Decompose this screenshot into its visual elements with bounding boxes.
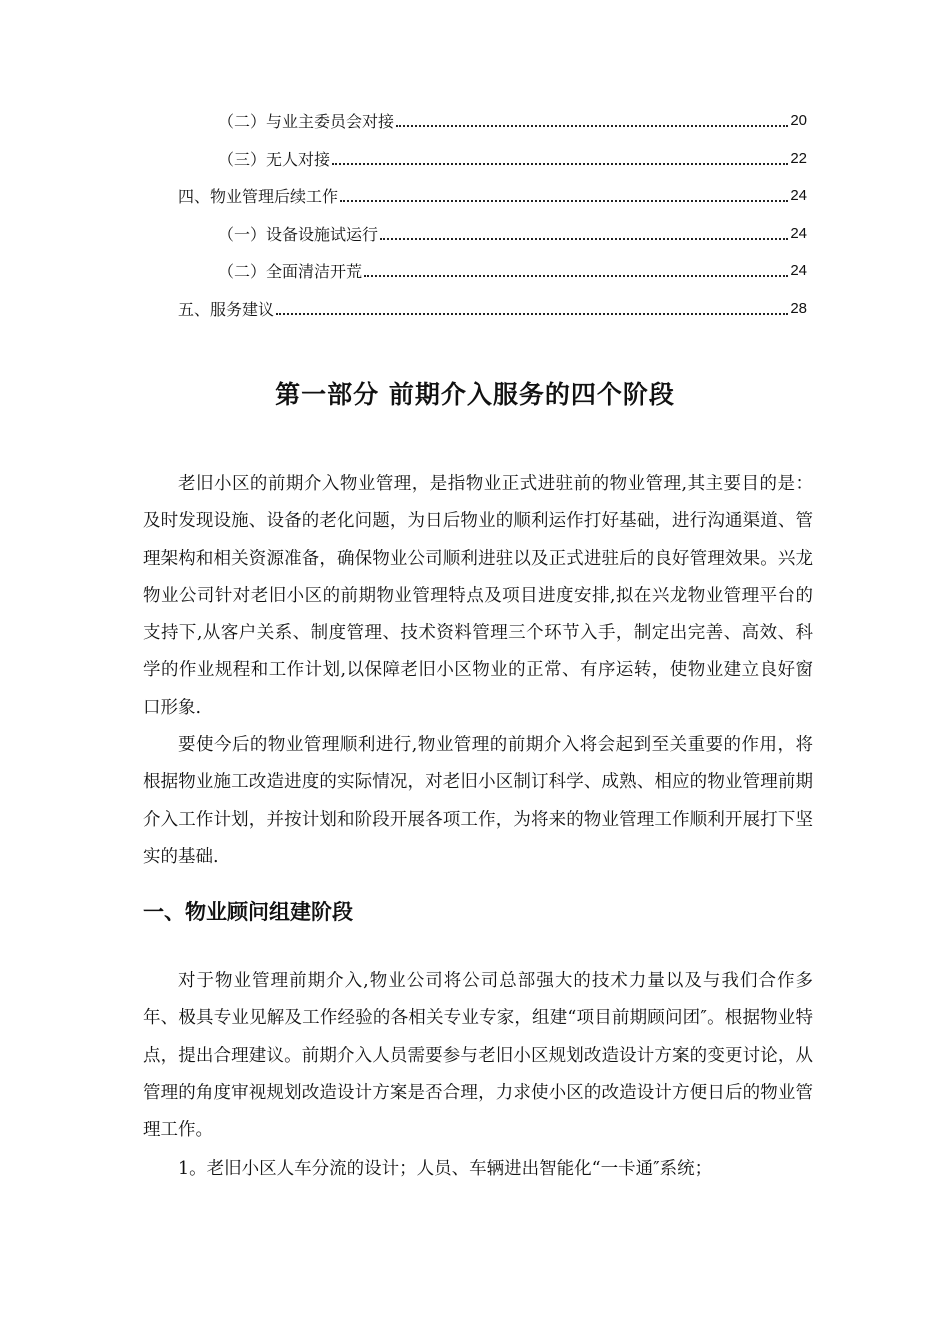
consultant-paragraph: 对于物业管理前期介入,物业公司将公司总部强大的技术力量以及与我们合作多年、极具专业见解及工作经验的各相关专业专家，组建“项目前期顾问团″。根据物业特点，提出合理建议。前期介入人员需要参与老旧小区规划改造设计方案的变更讨论，从管理的角度审视规划改造设计方案是否合理，力求使小区的改造设计方便日后的物业管理工作。 [143, 971, 813, 1141]
part-title: 第一部分 前期介入服务的四个阶段 [275, 380, 675, 409]
toc-dot-leader [276, 312, 788, 315]
importance-paragraph: 要使今后的物业管理顺利进行,物业管理的前期介入将会起到至关重要的作用，将根据物业施工改造进度的实际情况，对老旧小区制订科学、成熟、相应的物业管理前期介入工作计划，并按计划和阶段开展各项工作，为将来的物业管理工作顺利开展打下坚实的基础. [143, 735, 813, 867]
toc-dot-leader [332, 162, 788, 165]
toc-entry[interactable] [0, 177, 950, 215]
toc-page-number: 28 [790, 299, 807, 317]
toc-entry[interactable] [0, 102, 950, 140]
toc-entry-label: 四、物业管理后续工作 [178, 187, 339, 207]
toc-entry[interactable] [0, 290, 950, 328]
toc-dot-leader [380, 237, 788, 240]
toc-page-number: 24 [790, 187, 807, 205]
toc-dot-leader [340, 199, 788, 202]
intro-paragraph: 老旧小区的前期介入物业管理，是指物业正式进驻前的物业管理,其主要目的是：及时发现设施、设备的老化问题，为日后物业的顺利运作打好基础，进行沟通渠道、管理架构和相关资源准备，确保物业公司顺利进驻以及正式进驻后的良好管理效果。兴龙物业公司针对老旧小区的前期物业管理特点及项目进度安排,拟在兴龙物业管理平台的支持下,从客户关系、制度管理、技术资料管理三个环节入手，制定出完善、高效、科学的作业规程和工作计划,以保障老旧小区物业的正常、有序运转，使物业建立良好窗口形象. [143, 474, 813, 718]
toc-entry[interactable] [0, 215, 950, 253]
toc-entry-label: （一）设备设施试运行 [218, 224, 379, 244]
toc-page-number: 22 [790, 149, 807, 167]
toc-dot-leader [396, 124, 788, 127]
toc-entry[interactable] [0, 252, 950, 290]
toc-entry-label: （三）无人对接 [218, 149, 331, 169]
toc-page-number: 24 [790, 262, 807, 280]
toc-page-number: 24 [790, 224, 807, 242]
section-heading: 一、物业顾问组建阶段 [143, 900, 353, 924]
toc-entry-label: （二）与业主委员会对接 [218, 112, 395, 132]
toc-entry-label: 五、服务建议 [178, 299, 275, 319]
list-item: 1。老旧小区人车分流的设计；人员、车辆进出智能化“一卡通″系统； [178, 1159, 713, 1179]
table-of-contents [0, 102, 950, 327]
toc-page-number: 20 [790, 112, 807, 130]
toc-dot-leader [364, 274, 788, 277]
toc-entry-label: （二）全面清洁开荒 [218, 262, 363, 282]
toc-entry[interactable] [0, 140, 950, 178]
